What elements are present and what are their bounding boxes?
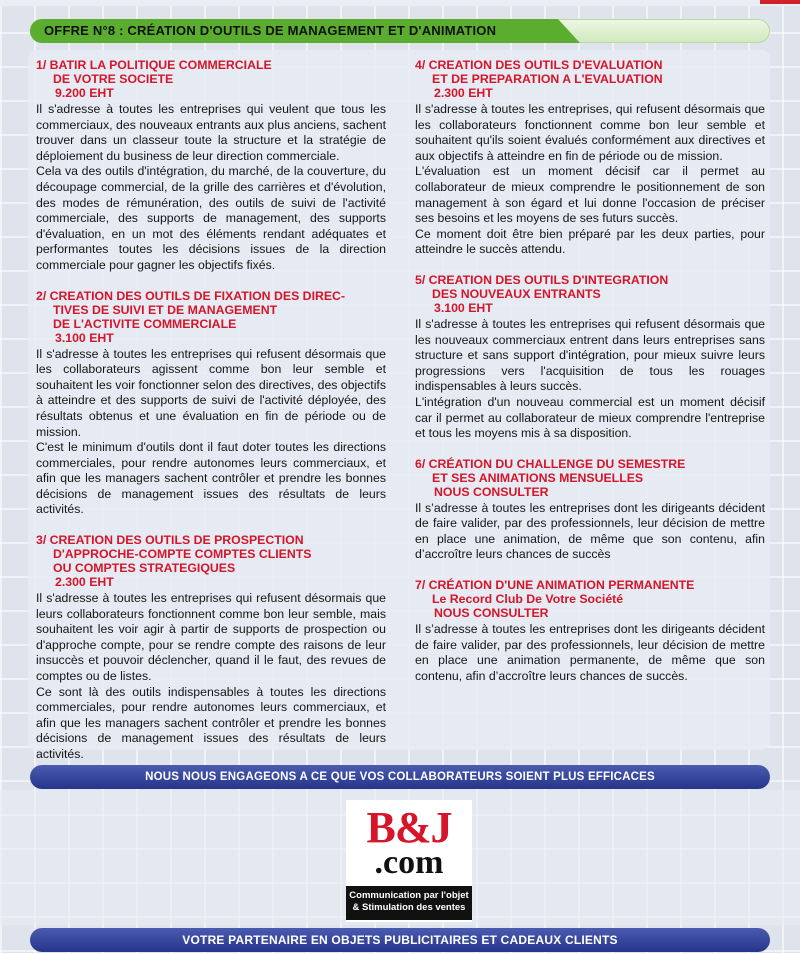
section-title-line: NOUS CONSULTER <box>434 606 549 621</box>
top-strip <box>0 0 800 6</box>
section-title-line: TIVES DE SUIVI ET DE MANAGEMENT <box>53 302 278 317</box>
section-title-line: 3.100 EHT <box>434 300 493 315</box>
section-paragraph: Il s’adresse à toutes les entreprises dont les dirigeants décident de faire valider, par des professionnels, leur décision de mettre en place une animation, de même que son contenu, afin d’accroître leurs chances de succès <box>415 500 765 562</box>
offer-section <box>36 533 386 763</box>
section-paragraph: Il s'adresse à toutes les entreprises, qui refusent désormais que les collaborateurs fonctionnent comme bon leur semble et souhaitent qu'ils soient évalués conformément aux directives et aux objectifs à atteindre en fin de période ou de mission. <box>415 102 765 163</box>
section-title-line: Le Record Club De Votre Société <box>432 592 624 607</box>
offer-section <box>415 273 765 442</box>
section-paragraph: L'évaluation est un moment décisif car il permet au collaborateur de mieux comprendre le positionnement de son management à son égard et lui donne l'occasion de préciser ses besoins et les moyens de ses futurs succès. <box>415 164 765 226</box>
logo-domain: .com <box>374 844 444 881</box>
section-title <box>415 457 765 499</box>
section-title-line: 2.300 EHT <box>55 575 114 590</box>
bj-logo <box>346 800 472 922</box>
section-title-line: ET DE PREPARATION A L'EVALUATION <box>432 72 663 86</box>
section-title-line: 7/ CRÉATION D'UNE ANIMATION PERMANENTE <box>415 578 695 593</box>
section-title-line: 9.200 EHT <box>55 86 114 100</box>
offer-section <box>415 457 765 563</box>
logo-tagline-line: Communication par l'objet <box>349 890 469 901</box>
section-title-line: DE VOTRE SOCIETE <box>53 72 174 86</box>
section-paragraph: Il s'adresse à toutes les entreprises qui refusent désormais que les nouveaux commerciaux entrent dans leurs entreprises sans structure et sans support d'intégration, pour mieux suivre leurs progressions vers l'acquisition de tous les rouages indispensables à leurs succès. <box>415 316 765 394</box>
section-paragraph: C'est le minimum d'outils dont il faut doter toutes les directions commerciales, pour rendre autonomes leurs commerciaux, et afin que les managers sachent contrôler et prendre les bonnes décisions de management issues des résultats de leurs activités. <box>36 440 386 517</box>
section-title-line: 1/ BATIR LA POLITIQUE COMMERCIALE <box>36 58 272 72</box>
section-title-line: 2/ CREATION DES OUTILS DE FIXATION DES DIREC- <box>36 288 346 303</box>
section-title <box>36 289 386 345</box>
section-title-line: 2.300 EHT <box>434 86 493 100</box>
logo-brand: B&J <box>366 803 452 852</box>
section-title <box>36 58 386 100</box>
offer-section <box>415 58 765 258</box>
offer-header-bar <box>30 19 770 43</box>
offer-title: OFFRE N°8 : CRÉATION D'OUTILS DE MANAGEMENT ET D'ANIMATION <box>44 23 497 38</box>
section-title-line: 5/ CREATION DES OUTILS D'INTEGRATION <box>415 272 669 287</box>
section-title-line: DES NOUVEAUX ENTRANTS <box>432 286 601 301</box>
section-title-line: 6/ CRÉATION DU CHALLENGE DU SEMESTRE <box>415 456 686 471</box>
offer-section <box>36 289 386 519</box>
section-paragraph: Il s'adresse à toutes les entreprises qui refusent désormais que les collaborateurs agissent comme bon leur semble et souhaitent les voir fonctionner selon des directives, des objectifs à atteindre et des supports de suivi de l'activité déployée, des résultats obtenus et une évaluation en fin de période ou de mission. <box>36 346 386 439</box>
offer-section <box>36 58 386 274</box>
section-paragraph: Il s'adresse à toutes les entreprises qui veulent que tous les commerciaux, des nouveaux entrants aux plus anciens, sachent trouver dans un classeur toute la structure et la stratégie de déploiement du business de leur direction commerciale. <box>36 102 386 163</box>
offer-section <box>415 578 765 684</box>
logo-tagline <box>346 886 472 920</box>
section-title <box>36 533 386 589</box>
section-title-line: OU COMPTES STRATEGIQUES <box>53 561 236 576</box>
section-title-line: DE L'ACTIVITE COMMERCIALE <box>53 316 237 331</box>
section-paragraph: Cela va des outils d'intégration, du marché, de la couverture, du découpage commercial, de la grille des carrières et d'évolution, des modes de rémunération, des outils de suivi de l'activité commerciale, des supports de management, des supports d'évaluation, en un mot des éléments rendant adéquates et performantes toutes les décisions issues de la direction commerciale pour gagner les objectifs fixés. <box>36 164 386 272</box>
section-title <box>415 58 765 100</box>
section-title-line: 3.100 EHT <box>55 330 114 345</box>
section-paragraph: Il s’adresse à toutes les entreprises dont les dirigeants décident de faire valider, par des professionnels, leur décision de mettre en place une animation permanente, de même que son contenu, afin d’accroître leurs chances de succès. <box>415 622 765 683</box>
section-title <box>415 578 765 620</box>
section-paragraph: Il s'adresse à toutes les entreprises qui refusent désormais que leurs collaborateurs fonctionnent comme bon leur semble, mais souhaitent les voir agir à partir de supports de prospection ou d'approche compte, pour se rendre compte des raisons de leur insuccès et pouvoir déclencher, quand il le faut, des revues de comptes ou de listes. <box>36 591 386 684</box>
section-title <box>415 273 765 315</box>
section-title-line: NOUS CONSULTER <box>434 484 549 499</box>
section-paragraph: L'intégration d'un nouveau commercial est un moment décisif car il permet au collaborateur de mieux comprendre l'entreprise et tous les moyens mis à sa disposition. <box>415 394 765 441</box>
commitment-banner: NOUS NOUS ENGAGEONS A CE QUE VOS COLLABORATEURS SOIENT PLUS EFFICACES <box>30 765 770 789</box>
left-column <box>36 58 386 778</box>
section-paragraph: Ce moment doit être bien préparé par les deux parties, pour atteindre le succès attendu. <box>415 226 765 257</box>
section-title-line: 4/ CREATION DES OUTILS D'EVALUATION <box>415 58 663 72</box>
section-title-line: ET SES ANIMATIONS MENSUELLES <box>432 470 644 485</box>
partner-banner: VOTRE PARTENAIRE EN OBJETS PUBLICITAIRES ET CADEAUX CLIENTS <box>30 928 770 952</box>
section-title-line: 3/ CREATION DES OUTILS DE PROSPECTION <box>36 533 304 548</box>
right-column <box>415 58 765 699</box>
section-title-line: D'APPROCHE-COMPTE COMPTES CLIENTS <box>53 547 312 562</box>
section-paragraph: Ce sont là des outils indispensables à toutes les directions commerciales, pour rendre autonomes leurs commerciaux, et afin que les managers sachent contrôler et prendre les bonnes décisions de management issues des résultats de leurs activités. <box>36 684 386 761</box>
logo-tagline-line: & Stimulation des ventes <box>352 902 466 913</box>
